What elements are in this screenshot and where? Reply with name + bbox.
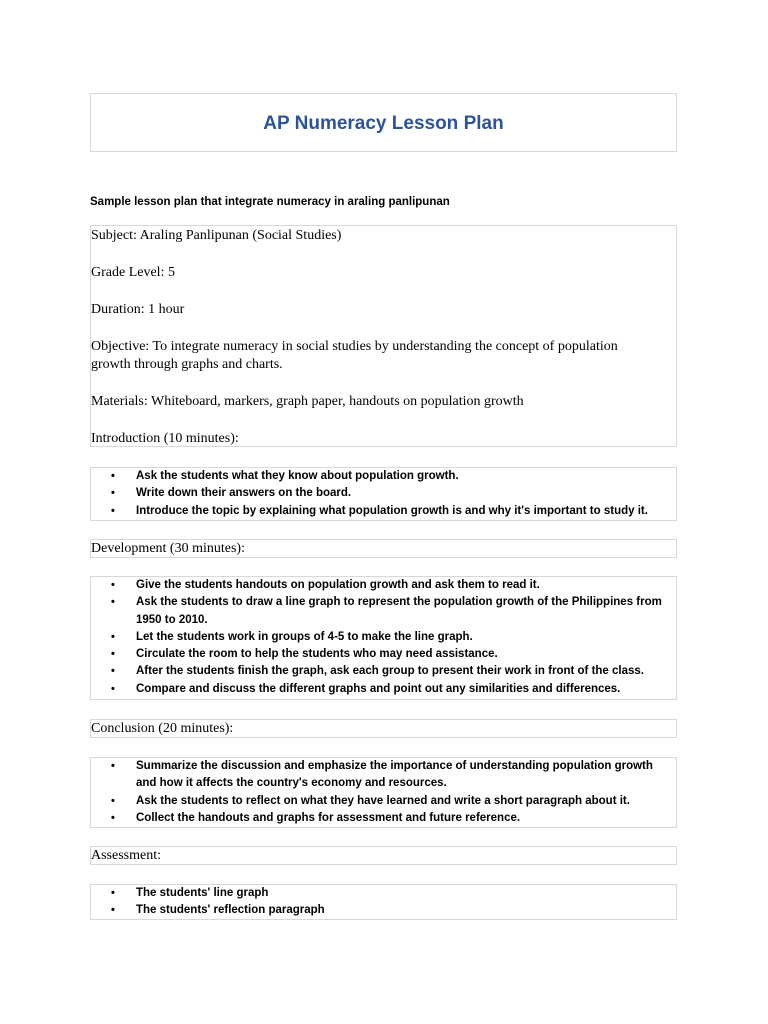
development-list-box <box>90 576 677 700</box>
list-item <box>91 577 676 594</box>
assessment-list-box <box>90 884 677 920</box>
bullet-icon: • <box>111 665 115 678</box>
assessment-list <box>91 885 676 920</box>
lesson-info-box <box>90 225 677 447</box>
list-item-text: After the students finish the graph, ask each group to present their work in front of the class. <box>136 665 644 678</box>
title-box <box>90 93 677 152</box>
materials-line: Materials: Whiteboard, markers, graph paper, handouts on population growth <box>91 394 524 409</box>
assessment-heading: Assessment: <box>91 848 161 863</box>
duration-line: Duration: 1 hour <box>91 302 185 317</box>
bullet-icon: • <box>111 579 115 591</box>
objective-line-1: Objective: To integrate numeracy in social studies by understanding the concept of population <box>91 339 618 354</box>
development-label-box <box>90 539 677 558</box>
list-item-text: Let the students work in groups of 4-5 to make the line graph. <box>136 630 473 643</box>
bullet-icon: • <box>111 596 115 609</box>
assessment-label-box <box>90 846 677 865</box>
grade-level-line: Grade Level: 5 <box>91 265 175 280</box>
subject-line: Subject: Araling Panlipunan (Social Studies) <box>91 228 342 243</box>
list-item <box>91 681 676 698</box>
page-subtitle: Sample lesson plan that integrate numeracy in araling panlipunan <box>90 196 450 208</box>
objective-line-2: growth through graphs and charts. <box>91 357 283 372</box>
bullet-icon: • <box>111 887 115 899</box>
conclusion-list-box <box>90 757 677 828</box>
list-item-text: Compare and discuss the different graphs and point out any similarities and differences. <box>136 682 621 695</box>
list-item <box>91 758 676 793</box>
list-item-text: The students' line graph <box>136 887 269 899</box>
list-item-text: Ask the students to reflect on what they have learned and write a short paragraph about it. <box>136 794 630 807</box>
list-item-text: The students' reflection paragraph <box>136 904 325 917</box>
development-list <box>91 577 676 698</box>
page-title: AP Numeracy Lesson Plan <box>263 113 504 134</box>
bullet-icon: • <box>111 487 115 500</box>
bullet-icon: • <box>111 760 115 772</box>
list-item-text: Write down their answers on the board. <box>136 487 352 500</box>
list-item <box>91 793 676 810</box>
list-item <box>91 503 676 520</box>
list-item-text: Ask the students to draw a line graph to represent the population growth of the Philippines from 1950 to 2010. <box>136 596 662 626</box>
list-item-text: Ask the students what they know about population growth. <box>136 470 459 482</box>
list-item <box>91 885 676 902</box>
list-item <box>91 629 676 646</box>
bullet-icon: • <box>111 504 115 517</box>
list-item <box>91 646 676 663</box>
list-item <box>91 663 676 680</box>
list-item-text: Circulate the room to help the students who may need assistance. <box>136 648 498 661</box>
list-item-text: Collect the handouts and graphs for assessment and future reference. <box>136 811 521 824</box>
development-heading: Development (30 minutes): <box>91 541 245 556</box>
conclusion-label-box <box>90 719 677 738</box>
introduction-heading: Introduction (10 minutes): <box>91 431 239 446</box>
bullet-icon: • <box>111 811 115 824</box>
bullet-icon: • <box>111 470 115 482</box>
bullet-icon: • <box>111 648 115 661</box>
introduction-list <box>91 468 676 520</box>
list-item <box>91 594 676 629</box>
list-item-text: Give the students handouts on population growth and ask them to read it. <box>136 579 540 591</box>
list-item <box>91 485 676 502</box>
list-item-text: Summarize the discussion and emphasize the importance of understanding population growth and how it affects the country's economy and resources. <box>136 760 653 790</box>
list-item <box>91 468 676 485</box>
list-item-text: Introduce the topic by explaining what population growth is and why it's important to study it. <box>136 504 648 517</box>
bullet-icon: • <box>111 904 115 917</box>
bullet-icon: • <box>111 682 115 695</box>
bullet-icon: • <box>111 630 115 643</box>
conclusion-heading: Conclusion (20 minutes): <box>91 721 234 736</box>
introduction-list-box <box>90 467 677 521</box>
conclusion-list <box>91 758 676 827</box>
list-item <box>91 902 676 919</box>
bullet-icon: • <box>111 794 115 807</box>
list-item <box>91 810 676 827</box>
